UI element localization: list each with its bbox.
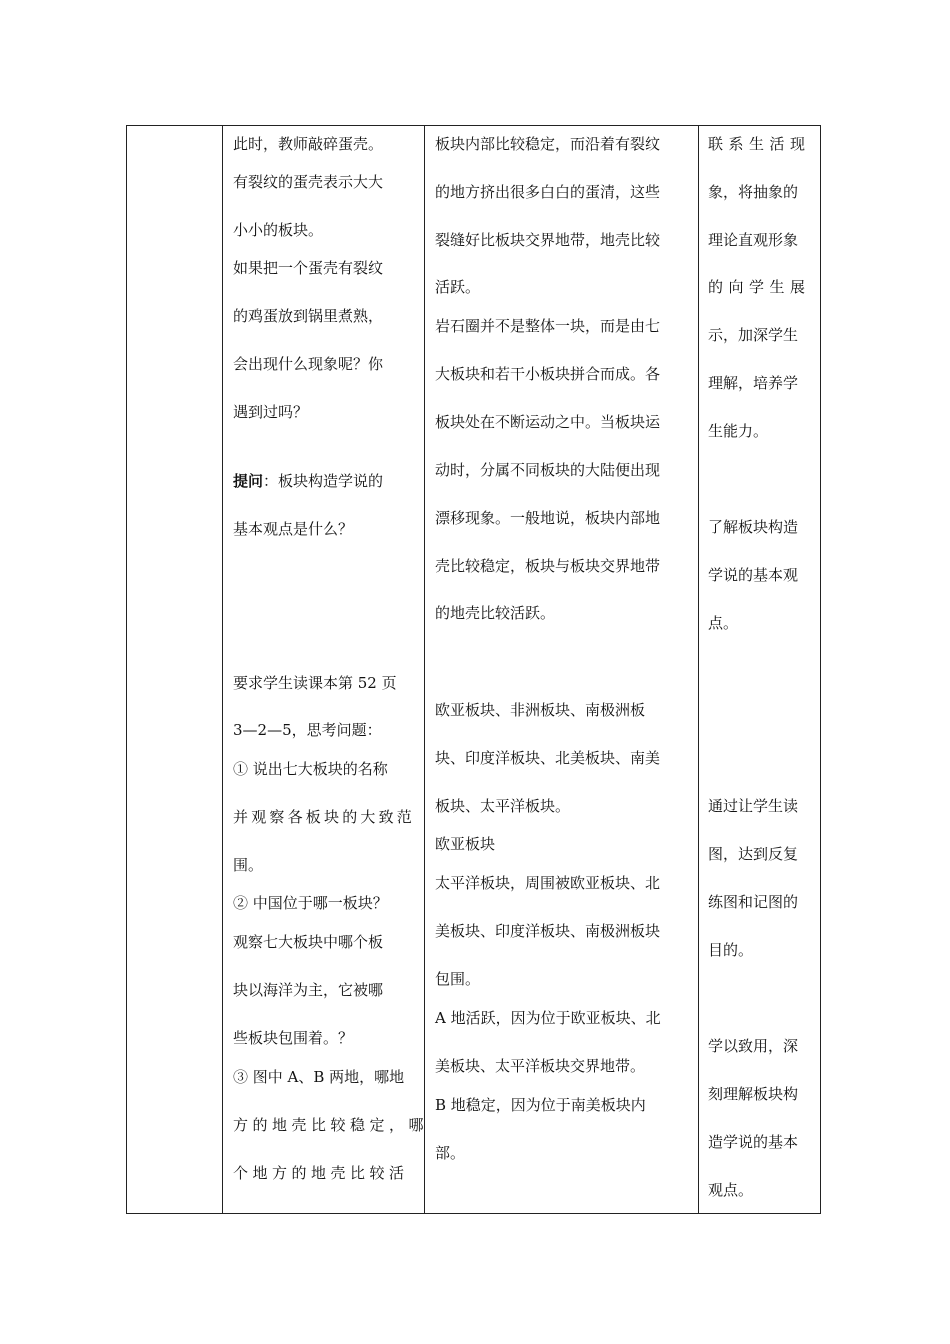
text-line: 围。 [233,856,264,874]
question-text: ：板块构造学说的 [263,472,384,490]
text-line: 图，达到反复 [708,845,799,863]
question-label: 提问 [233,472,264,490]
text-line: 的地方挤出很多白白的蛋清，这些 [435,183,661,201]
text-line: 生能力。 [708,422,769,440]
text-line: 板块内部比较稳定，而沿着有裂纹 [435,135,661,153]
lesson-plan-table [126,125,821,1214]
text-line: 的地壳比较活跃。 [435,604,556,622]
text-line: 板块、太平洋板块。 [435,797,571,815]
text-line: 此时，教师敲碎蛋壳。 [233,135,384,153]
text-line: 练图和记图的 [708,893,799,911]
text-line: 会出现什么现象呢？你 [233,355,384,373]
text-line: 目的。 [708,941,754,959]
text-line: 基本观点是什么？ [233,520,354,538]
text-line: 的向学生展 [708,278,811,296]
teacher-activity-cell [223,126,429,1214]
text-line: 示，加深学生 [708,326,799,344]
text-line: 学说的基本观 [708,566,799,584]
text-line: 通过让学生读 [708,797,799,815]
text-line: 刻理解板块构 [708,1085,799,1103]
text-line: 小小的板块。 [233,221,324,239]
text-line: ② 中国位于哪一板块？ [233,894,388,912]
text-line: 动时，分属不同板块的大陆便出现 [435,461,661,479]
text-line: 块以海洋为主，它被哪 [233,981,384,999]
text-line: 岩石圈并不是整体一块，而是由七 [435,317,661,335]
text-line: 块、印度洋板块、北美板块、南美 [435,749,661,767]
text-line: 漂移现象。一般地说，板块内部地 [435,509,661,527]
text-line: 美板块、太平洋板块交界地带。 [435,1057,646,1075]
text-line: 美板块、印度洋板块、南极洲板块 [435,922,661,940]
text-line: 些板块包围着。？ [233,1029,354,1047]
text-line: 理解，培养学 [708,374,799,392]
text-line: 裂缝好比板块交界地带，地壳比较 [435,231,661,249]
text-line: 部。 [435,1144,466,1162]
text-line: 方的地壳比较稳定，哪 [233,1116,429,1134]
text-line: 壳比较稳定，板块与板块交界地带 [435,557,661,575]
text-line: 观察七大板块中哪个板 [233,933,384,951]
text-line: 太平洋板块，周围被欧亚板块、北 [435,874,661,892]
text-line: 造学说的基本 [708,1133,799,1151]
student-activity-cell [425,126,699,1214]
text-line: 联系生活现 [708,135,811,153]
text-line: 板块处在不断运动之中。当板块运 [435,413,661,431]
text-line: 点。 [708,614,739,632]
text-line: 象，将抽象的 [708,183,799,201]
empty-cell [127,126,223,1214]
text-line: A 地活跃，因为位于欧亚板块、北 [435,1009,661,1027]
text-line: 活跃。 [435,278,481,296]
text-line: 观点。 [708,1181,754,1199]
text-line: B 地稳定，因为位于南美板块内 [435,1096,646,1114]
text-line: 有裂纹的蛋壳表示大大 [233,173,384,191]
text-line: 并观察各板块的大致范 [233,808,416,826]
text-line: ③ 图中 A、B 两地，哪地 [233,1068,405,1086]
design-intent-cell [699,126,821,1214]
text-line: 包围。 [435,970,481,988]
text-line: 如果把一个蛋壳有裂纹 [233,259,384,277]
text-line: 遇到过吗？ [233,403,309,421]
text-line: 欧亚板块、非洲板块、南极洲板 [435,701,646,719]
text-line: 理论直观形象 [708,231,799,249]
table-row [127,126,821,1214]
text-line: 大板块和若干小板块拼合而成。各 [435,365,661,383]
text-line: 的鸡蛋放到锅里煮熟， [233,307,384,325]
text-line: 3—2—5，思考问题： [233,721,382,739]
text-line: 要求学生读课本第 52 页 [233,674,397,692]
text-line: 个地方的地壳比较活 [233,1164,409,1182]
text-line: 了解板块构造 [708,518,799,536]
text-line: ① 说出七大板块的名称 [233,760,388,778]
text-line: 欧亚板块 [435,835,496,853]
text-line: 学以致用，深 [708,1037,799,1055]
question-line [233,471,383,491]
